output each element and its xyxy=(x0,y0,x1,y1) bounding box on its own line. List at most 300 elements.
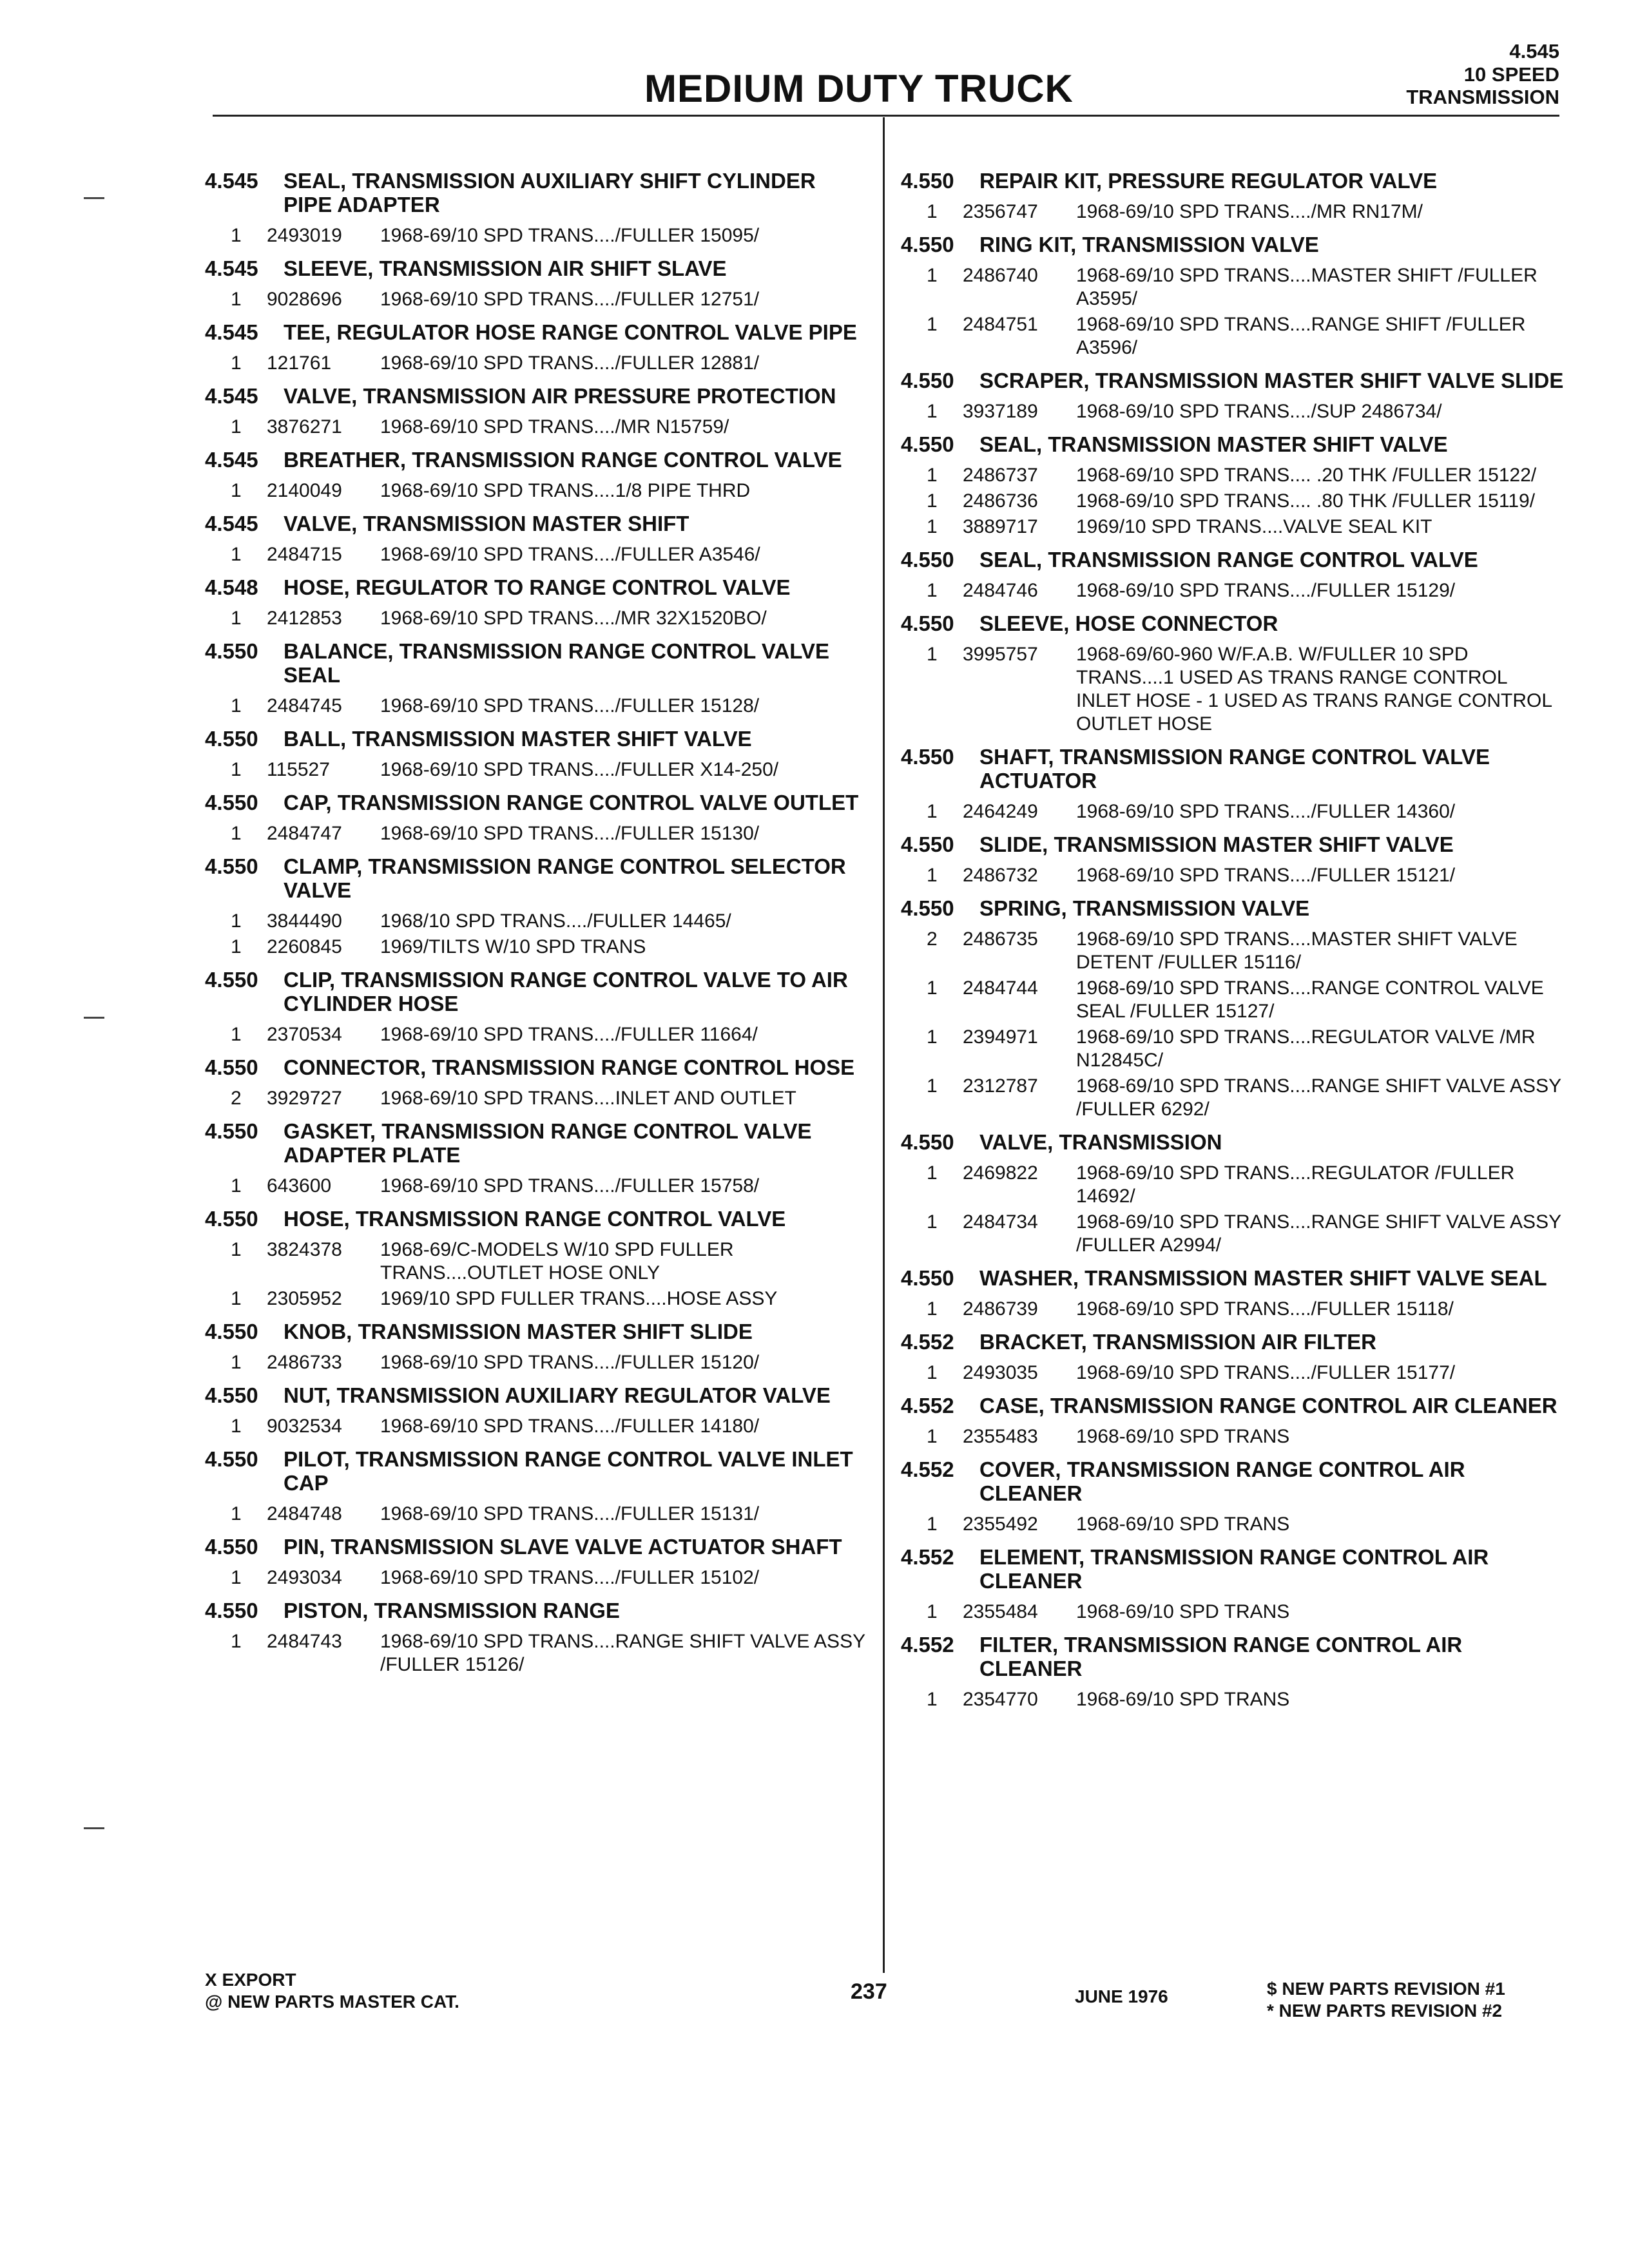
part-quantity: 1 xyxy=(927,201,938,222)
publication-date: JUNE 1976 xyxy=(1075,1986,1168,2006)
part-row xyxy=(901,1513,1565,1536)
part-number: 121761 xyxy=(267,352,332,374)
part-number: 2484744 xyxy=(963,977,1038,999)
part-number: 2140049 xyxy=(267,480,342,501)
part-description: 1968-69/10 SPD TRANS..../MR N15759/ xyxy=(380,416,729,437)
catalog-entry xyxy=(205,512,869,566)
part-description: 1968-69/10 SPD TRANS....RANGE CONTROL VALVE SEAL /FULLER 15127/ xyxy=(1076,977,1544,1022)
entry-heading xyxy=(205,854,869,902)
entry-code: 4.550 xyxy=(901,233,954,256)
entry-heading xyxy=(901,1330,1565,1354)
part-row xyxy=(901,579,1565,602)
column-divider xyxy=(883,117,885,1973)
entry-title: HOSE, REGULATOR TO RANGE CONTROL VALVE xyxy=(284,575,791,599)
part-description: 1968-69/10 SPD TRANS....RANGE SHIFT /FULLER A3596/ xyxy=(1076,314,1526,358)
entry-title: CAP, TRANSMISSION RANGE CONTROL VALVE OUTLET xyxy=(284,791,859,814)
part-row xyxy=(205,1287,869,1311)
part-row xyxy=(901,977,1565,1023)
part-description: 1968-69/10 SPD TRANS.... .80 THK /FULLER 15119/ xyxy=(1076,490,1536,512)
catalog-entry xyxy=(205,1535,869,1590)
part-number: 3929727 xyxy=(267,1088,342,1109)
part-row xyxy=(205,910,869,933)
catalog-entry xyxy=(205,448,869,503)
part-description: 1968-69/10 SPD TRANS....RANGE SHIFT VALVE ASSY /FULLER 15126/ xyxy=(380,1631,865,1675)
entry-heading xyxy=(901,896,1565,920)
entry-heading xyxy=(205,448,869,472)
part-quantity: 1 xyxy=(231,1239,242,1260)
part-description: 1968-69/10 SPD TRANS..../FULLER 15102/ xyxy=(380,1567,760,1588)
part-number: 2312787 xyxy=(963,1075,1038,1097)
part-description: 1968-69/10 SPD TRANS..../FULLER A3546/ xyxy=(380,544,760,565)
catalog-entry xyxy=(901,896,1565,1121)
entry-heading xyxy=(901,369,1565,392)
entry-heading xyxy=(901,432,1565,456)
entry-code: 4.550 xyxy=(205,1207,258,1231)
catalog-entry xyxy=(205,1207,869,1311)
entry-heading xyxy=(901,1130,1565,1154)
catalog-entry xyxy=(205,1599,869,1677)
part-number: 3824378 xyxy=(267,1239,342,1260)
entry-heading xyxy=(901,233,1565,256)
catalog-entry xyxy=(205,1119,869,1198)
entry-heading xyxy=(205,791,869,814)
section-subtitle-2: TRANSMISSION xyxy=(1406,86,1559,109)
entry-heading xyxy=(205,727,869,751)
part-number: 2486736 xyxy=(963,490,1038,512)
part-row xyxy=(205,1415,869,1438)
entry-heading xyxy=(901,1394,1565,1418)
part-quantity: 2 xyxy=(231,1088,242,1109)
catalog-entry xyxy=(901,611,1565,736)
part-quantity: 1 xyxy=(927,401,938,422)
entry-code: 4.550 xyxy=(205,854,258,878)
part-description: 1968-69/C-MODELS W/10 SPD FULLER TRANS....OUTLET HOSE ONLY xyxy=(380,1239,734,1283)
entry-title: CLAMP, TRANSMISSION RANGE CONTROL SELECTOR VALVE xyxy=(284,854,846,902)
part-row xyxy=(205,224,869,247)
catalog-entry xyxy=(901,1130,1565,1257)
part-quantity: 1 xyxy=(927,314,938,335)
part-number: 2484751 xyxy=(963,314,1038,335)
catalog-entry xyxy=(205,968,869,1046)
catalog-entry xyxy=(901,548,1565,602)
part-row xyxy=(901,515,1565,539)
entry-heading xyxy=(205,1383,869,1407)
part-number: 115527 xyxy=(267,759,330,780)
part-number: 2305952 xyxy=(267,1288,342,1309)
part-description: 1968-69/10 SPD TRANS..../FULLER 15121/ xyxy=(1076,865,1456,886)
footer-revision-2: * NEW PARTS REVISION #2 xyxy=(1267,2001,1503,2021)
part-quantity: 1 xyxy=(231,1416,242,1437)
footer-export-note: X EXPORT xyxy=(205,1970,296,1990)
catalog-entry xyxy=(901,745,1565,823)
entry-title: BRACKET, TRANSMISSION AIR FILTER xyxy=(979,1330,1376,1354)
part-description: 1968-69/10 SPD TRANS....1/8 PIPE THRD xyxy=(380,480,751,501)
part-quantity: 1 xyxy=(927,1211,938,1233)
part-description: 1968-69/10 SPD TRANS....MASTER SHIFT VALVE DETENT /FULLER 15116/ xyxy=(1076,928,1518,973)
catalog-entry xyxy=(901,832,1565,887)
part-quantity: 1 xyxy=(927,1026,938,1048)
part-row xyxy=(205,416,869,439)
part-description: 1968-69/10 SPD TRANS..../FULLER 15128/ xyxy=(380,695,760,716)
part-quantity: 1 xyxy=(231,1352,242,1373)
part-description: 1968-69/10 SPD TRANS..../FULLER 15131/ xyxy=(380,1503,760,1524)
entry-code: 4.550 xyxy=(205,639,258,663)
entry-code: 4.550 xyxy=(901,548,954,572)
part-number: 2493034 xyxy=(267,1567,342,1588)
entry-title: PIN, TRANSMISSION SLAVE VALVE ACTUATOR SHAFT xyxy=(284,1535,842,1559)
catalog-entry xyxy=(901,1545,1565,1624)
part-number: 2260845 xyxy=(267,936,342,957)
part-number: 2484746 xyxy=(963,580,1038,601)
part-quantity: 1 xyxy=(231,225,242,246)
entry-heading xyxy=(205,256,869,280)
part-number: 2493019 xyxy=(267,225,342,246)
part-row xyxy=(901,1600,1565,1624)
entry-code: 4.545 xyxy=(205,384,258,408)
entry-title: SLEEVE, TRANSMISSION AIR SHIFT SLAVE xyxy=(284,256,727,280)
catalog-entry xyxy=(205,1383,869,1438)
entry-heading xyxy=(205,1055,869,1079)
part-number: 2394971 xyxy=(963,1026,1038,1048)
catalog-entry xyxy=(901,233,1565,360)
entry-title: ELEMENT, TRANSMISSION RANGE CONTROL AIR CLEANER xyxy=(979,1545,1489,1593)
part-description: 1968-69/10 SPD TRANS..../FULLER 15095/ xyxy=(380,225,760,246)
entry-code: 4.550 xyxy=(205,1599,258,1622)
entry-code: 4.545 xyxy=(205,448,258,472)
part-row xyxy=(205,607,869,630)
entry-code: 4.550 xyxy=(205,1535,258,1559)
part-description: 1968-69/10 SPD TRANS xyxy=(1076,1514,1290,1535)
catalog-entry xyxy=(205,384,869,439)
part-row xyxy=(205,479,869,503)
part-number: 2469822 xyxy=(963,1162,1038,1184)
footer-legend-right xyxy=(1267,1978,1505,2022)
entry-heading xyxy=(205,384,869,408)
part-description: 1968/10 SPD TRANS..../FULLER 14465/ xyxy=(380,910,731,932)
entry-code: 4.550 xyxy=(901,745,954,769)
part-number: 9028696 xyxy=(267,289,342,310)
part-number: 2484748 xyxy=(267,1503,342,1524)
entry-title: BALL, TRANSMISSION MASTER SHIFT VALVE xyxy=(284,727,752,751)
entry-code: 4.552 xyxy=(901,1633,954,1657)
catalog-entry xyxy=(205,1055,869,1110)
part-description: 1969/TILTS W/10 SPD TRANS xyxy=(380,936,646,957)
catalog-entry xyxy=(901,369,1565,423)
margin-mark xyxy=(84,197,104,199)
entry-heading xyxy=(901,1545,1565,1593)
entry-code: 4.552 xyxy=(901,1330,954,1354)
part-quantity: 1 xyxy=(927,465,938,486)
part-number: 3844490 xyxy=(267,910,342,932)
entry-title: SEAL, TRANSMISSION MASTER SHIFT VALVE xyxy=(979,432,1448,456)
part-quantity: 1 xyxy=(927,644,938,665)
catalog-entry xyxy=(901,1633,1565,1711)
part-row xyxy=(901,1211,1565,1257)
part-number: 2370534 xyxy=(267,1024,342,1045)
part-row xyxy=(205,822,869,845)
part-row xyxy=(901,1026,1565,1072)
part-quantity: 1 xyxy=(927,1298,938,1320)
part-quantity: 1 xyxy=(927,865,938,886)
part-number: 2464249 xyxy=(963,801,1038,822)
entry-heading xyxy=(901,611,1565,635)
part-row xyxy=(205,352,869,375)
part-quantity: 2 xyxy=(927,928,938,950)
part-row xyxy=(901,1688,1565,1711)
part-row xyxy=(901,1298,1565,1321)
part-row xyxy=(205,1351,869,1374)
catalog-entry xyxy=(205,727,869,782)
part-number: 643600 xyxy=(267,1175,332,1196)
page-number: 237 xyxy=(851,1979,887,2004)
entry-title: CONNECTOR, TRANSMISSION RANGE CONTROL HOSE xyxy=(284,1055,855,1079)
entry-heading xyxy=(205,1535,869,1559)
part-row xyxy=(901,1162,1565,1208)
part-quantity: 1 xyxy=(927,1601,938,1622)
part-number: 3889717 xyxy=(963,516,1038,537)
part-number: 2355484 xyxy=(963,1601,1038,1622)
catalog-entry xyxy=(205,791,869,845)
entry-code: 4.550 xyxy=(901,896,954,920)
part-row xyxy=(205,695,869,718)
part-quantity: 1 xyxy=(927,580,938,601)
entry-title: BREATHER, TRANSMISSION RANGE CONTROL VALVE xyxy=(284,448,842,472)
entry-code: 4.550 xyxy=(901,611,954,635)
catalog-entry xyxy=(205,1447,869,1526)
part-description: 1968-69/10 SPD TRANS..../FULLER X14-250/ xyxy=(380,759,779,780)
part-number: 2356747 xyxy=(963,201,1038,222)
entry-heading xyxy=(901,745,1565,793)
entry-title: VALVE, TRANSMISSION xyxy=(979,1130,1222,1154)
entry-title: SHAFT, TRANSMISSION RANGE CONTROL VALVE ACTUATOR xyxy=(979,745,1490,793)
part-quantity: 1 xyxy=(231,544,242,565)
part-description: 1968-69/10 SPD TRANS..../MR RN17M/ xyxy=(1076,201,1423,222)
part-quantity: 1 xyxy=(231,936,242,957)
part-row xyxy=(205,543,869,566)
part-number: 2486739 xyxy=(963,1298,1038,1320)
part-row xyxy=(205,1566,869,1590)
catalog-entry xyxy=(205,169,869,247)
entry-code: 4.545 xyxy=(205,169,258,193)
entry-code: 4.550 xyxy=(205,1447,258,1471)
entry-code: 4.545 xyxy=(205,320,258,344)
part-number: 3876271 xyxy=(267,416,342,437)
entry-code: 4.550 xyxy=(901,832,954,856)
entry-code: 4.545 xyxy=(205,512,258,535)
page-title: MEDIUM DUTY TRUCK xyxy=(644,67,1074,110)
part-quantity: 1 xyxy=(231,1288,242,1309)
entry-title: PILOT, TRANSMISSION RANGE CONTROL VALVE INLET CAP xyxy=(284,1447,853,1495)
part-row xyxy=(205,1503,869,1526)
part-description: 1968-69/10 SPD TRANS..../FULLER 11664/ xyxy=(380,1024,758,1045)
part-description: 1968-69/10 SPD TRANS..../FULLER 12751/ xyxy=(380,289,760,310)
part-description: 1968-69/10 SPD TRANS..../FULLER 14360/ xyxy=(1076,801,1456,822)
entry-code: 4.550 xyxy=(901,432,954,456)
part-row xyxy=(205,1087,869,1110)
part-quantity: 1 xyxy=(231,695,242,716)
part-number: 2412853 xyxy=(267,608,342,629)
part-description: 1968-69/10 SPD TRANS xyxy=(1076,1426,1290,1447)
catalog-entry xyxy=(901,1330,1565,1385)
entry-title: WASHER, TRANSMISSION MASTER SHIFT VALVE SEAL xyxy=(979,1266,1547,1290)
entry-title: PISTON, TRANSMISSION RANGE xyxy=(284,1599,620,1622)
part-description: 1968-69/10 SPD TRANS....MASTER SHIFT /FULLER A3595/ xyxy=(1076,265,1537,309)
part-description: 1968-69/10 SPD TRANS..../SUP 2486734/ xyxy=(1076,401,1442,422)
catalog-entry xyxy=(205,256,869,311)
part-quantity: 1 xyxy=(231,1024,242,1045)
part-description: 1968-69/10 SPD TRANS....REGULATOR VALVE /MR N12845C/ xyxy=(1076,1026,1536,1071)
part-quantity: 1 xyxy=(231,823,242,844)
catalog-entry xyxy=(901,1266,1565,1321)
catalog-entry xyxy=(901,1457,1565,1536)
part-number: 2486735 xyxy=(963,928,1038,950)
part-row xyxy=(901,264,1565,311)
part-quantity: 1 xyxy=(231,1175,242,1196)
part-quantity: 1 xyxy=(231,1503,242,1524)
part-row xyxy=(901,400,1565,423)
entry-code: 4.550 xyxy=(901,369,954,392)
section-header xyxy=(1406,40,1559,109)
part-row xyxy=(901,1425,1565,1448)
entry-code: 4.550 xyxy=(205,791,258,814)
entry-code: 4.552 xyxy=(901,1457,954,1481)
entry-title: BALANCE, TRANSMISSION RANGE CONTROL VALVE SEAL xyxy=(284,639,830,687)
entry-title: REPAIR KIT, PRESSURE REGULATOR VALVE xyxy=(979,169,1438,193)
part-number: 2354770 xyxy=(963,1689,1038,1710)
part-number: 3937189 xyxy=(963,401,1038,422)
entry-heading xyxy=(901,1633,1565,1680)
entry-code: 4.550 xyxy=(205,1055,258,1079)
part-description: 1968-69/10 SPD TRANS.... .20 THK /FULLER 15122/ xyxy=(1076,465,1537,486)
part-row xyxy=(205,1175,869,1198)
entry-code: 4.550 xyxy=(205,1383,258,1407)
entry-heading xyxy=(901,548,1565,572)
part-description: 1969/10 SPD TRANS....VALVE SEAL KIT xyxy=(1076,516,1432,537)
section-subtitle: 10 SPEED xyxy=(1463,62,1559,86)
catalog-entry xyxy=(205,1320,869,1374)
part-quantity: 1 xyxy=(231,910,242,932)
entry-title: GASKET, TRANSMISSION RANGE CONTROL VALVE ADAPTER PLATE xyxy=(284,1119,812,1167)
entry-code: 4.550 xyxy=(205,968,258,992)
part-row xyxy=(205,1023,869,1046)
part-row xyxy=(205,288,869,311)
entry-title: VALVE, TRANSMISSION MASTER SHIFT xyxy=(284,512,689,535)
part-row xyxy=(901,464,1565,487)
footer-revision-1: $ NEW PARTS REVISION #1 xyxy=(1267,1979,1505,1999)
entry-title: NUT, TRANSMISSION AUXILIARY REGULATOR VALVE xyxy=(284,1383,831,1407)
part-quantity: 1 xyxy=(927,265,938,286)
part-number: 2486732 xyxy=(963,865,1038,886)
right-column xyxy=(901,169,1565,1720)
entry-title: COVER, TRANSMISSION RANGE CONTROL AIR CLEANER xyxy=(979,1457,1465,1505)
part-description: 1968-69/10 SPD TRANS xyxy=(1076,1689,1290,1710)
entry-title: SLIDE, TRANSMISSION MASTER SHIFT VALVE xyxy=(979,832,1454,856)
entry-title: CLIP, TRANSMISSION RANGE CONTROL VALVE TO AIR CYLINDER HOSE xyxy=(284,968,848,1015)
margin-mark xyxy=(84,1017,104,1019)
entry-heading xyxy=(205,320,869,344)
part-description: 1968-69/10 SPD TRANS..../FULLER 14180/ xyxy=(380,1416,760,1437)
part-number: 2484734 xyxy=(963,1211,1038,1233)
entry-heading xyxy=(205,1447,869,1495)
entry-heading xyxy=(205,575,869,599)
part-quantity: 1 xyxy=(231,480,242,501)
entry-title: VALVE, TRANSMISSION AIR PRESSURE PROTECTION xyxy=(284,384,836,408)
section-code: 4.545 xyxy=(1509,40,1559,62)
entry-title: SEAL, TRANSMISSION RANGE CONTROL VALVE xyxy=(979,548,1478,572)
entry-heading xyxy=(205,169,869,216)
entry-title: KNOB, TRANSMISSION MASTER SHIFT SLIDE xyxy=(284,1320,753,1343)
entry-heading xyxy=(205,1599,869,1622)
part-description: 1968-69/10 SPD TRANS..../MR 32X1520BO/ xyxy=(380,608,767,629)
part-description: 1968-69/10 SPD TRANS..../FULLER 15118/ xyxy=(1076,1298,1454,1320)
part-description: 1968-69/10 SPD TRANS..../FULLER 15177/ xyxy=(1076,1362,1456,1383)
part-description: 1968-69/10 SPD TRANS....REGULATOR /FULLER 14692/ xyxy=(1076,1162,1515,1207)
part-quantity: 1 xyxy=(927,1426,938,1447)
part-number: 2484715 xyxy=(267,544,342,565)
part-row xyxy=(901,200,1565,224)
left-column xyxy=(205,169,869,1686)
part-quantity: 1 xyxy=(927,801,938,822)
entry-code: 4.550 xyxy=(901,169,954,193)
footer-master-note: @ NEW PARTS MASTER CAT. xyxy=(205,1992,459,2012)
part-number: 2484743 xyxy=(267,1631,342,1652)
part-number: 2484745 xyxy=(267,695,342,716)
entry-code: 4.550 xyxy=(901,1130,954,1154)
part-row xyxy=(205,1630,869,1677)
part-description: 1968-69/10 SPD TRANS..../FULLER 15120/ xyxy=(380,1352,760,1373)
entry-code: 4.550 xyxy=(205,727,258,751)
header-divider xyxy=(213,115,1559,117)
part-number: 2355483 xyxy=(963,1426,1038,1447)
part-description: 1968-69/60-960 W/F.A.B. W/FULLER 10 SPD TRANS....1 USED AS TRANS RANGE CONTROL INLET HOSE - 1 USED AS TRANS RANGE CONTROL OUTLET HOSE xyxy=(1076,644,1552,735)
part-number: 2484747 xyxy=(267,823,342,844)
part-row xyxy=(901,1075,1565,1121)
catalog-entry xyxy=(205,575,869,630)
part-quantity: 1 xyxy=(927,1689,938,1710)
part-row xyxy=(901,313,1565,360)
part-quantity: 1 xyxy=(231,352,242,374)
part-quantity: 1 xyxy=(927,1162,938,1184)
entry-heading xyxy=(901,832,1565,856)
entry-heading xyxy=(901,1457,1565,1505)
part-row xyxy=(205,1238,869,1285)
part-quantity: 1 xyxy=(927,490,938,512)
part-row xyxy=(901,490,1565,513)
entry-title: SEAL, TRANSMISSION AUXILIARY SHIFT CYLINDER PIPE ADAPTER xyxy=(284,169,816,216)
part-number: 9032534 xyxy=(267,1416,342,1437)
part-number: 2486740 xyxy=(963,265,1038,286)
part-row xyxy=(901,643,1565,736)
entry-title: CASE, TRANSMISSION RANGE CONTROL AIR CLEANER xyxy=(979,1394,1557,1418)
margin-mark xyxy=(84,1827,104,1829)
entry-heading xyxy=(205,1320,869,1343)
catalog-entry xyxy=(205,639,869,718)
entry-title: SCRAPER, TRANSMISSION MASTER SHIFT VALVE SLIDE xyxy=(979,369,1564,392)
entry-code: 4.545 xyxy=(205,256,258,280)
part-number: 2486733 xyxy=(267,1352,342,1373)
part-quantity: 1 xyxy=(231,1567,242,1588)
part-description: 1968-69/10 SPD TRANS..../FULLER 12881/ xyxy=(380,352,760,374)
entry-heading xyxy=(205,968,869,1015)
part-quantity: 1 xyxy=(927,1514,938,1535)
entry-title: SPRING, TRANSMISSION VALVE xyxy=(979,896,1310,920)
part-description: 1968-69/10 SPD TRANS....INLET AND OUTLET xyxy=(380,1088,796,1109)
part-row xyxy=(901,928,1565,974)
catalog-entry xyxy=(901,1394,1565,1448)
part-quantity: 1 xyxy=(231,608,242,629)
part-quantity: 1 xyxy=(231,289,242,310)
part-description: 1968-69/10 SPD TRANS....RANGE SHIFT VALVE ASSY /FULLER A2994/ xyxy=(1076,1211,1561,1256)
